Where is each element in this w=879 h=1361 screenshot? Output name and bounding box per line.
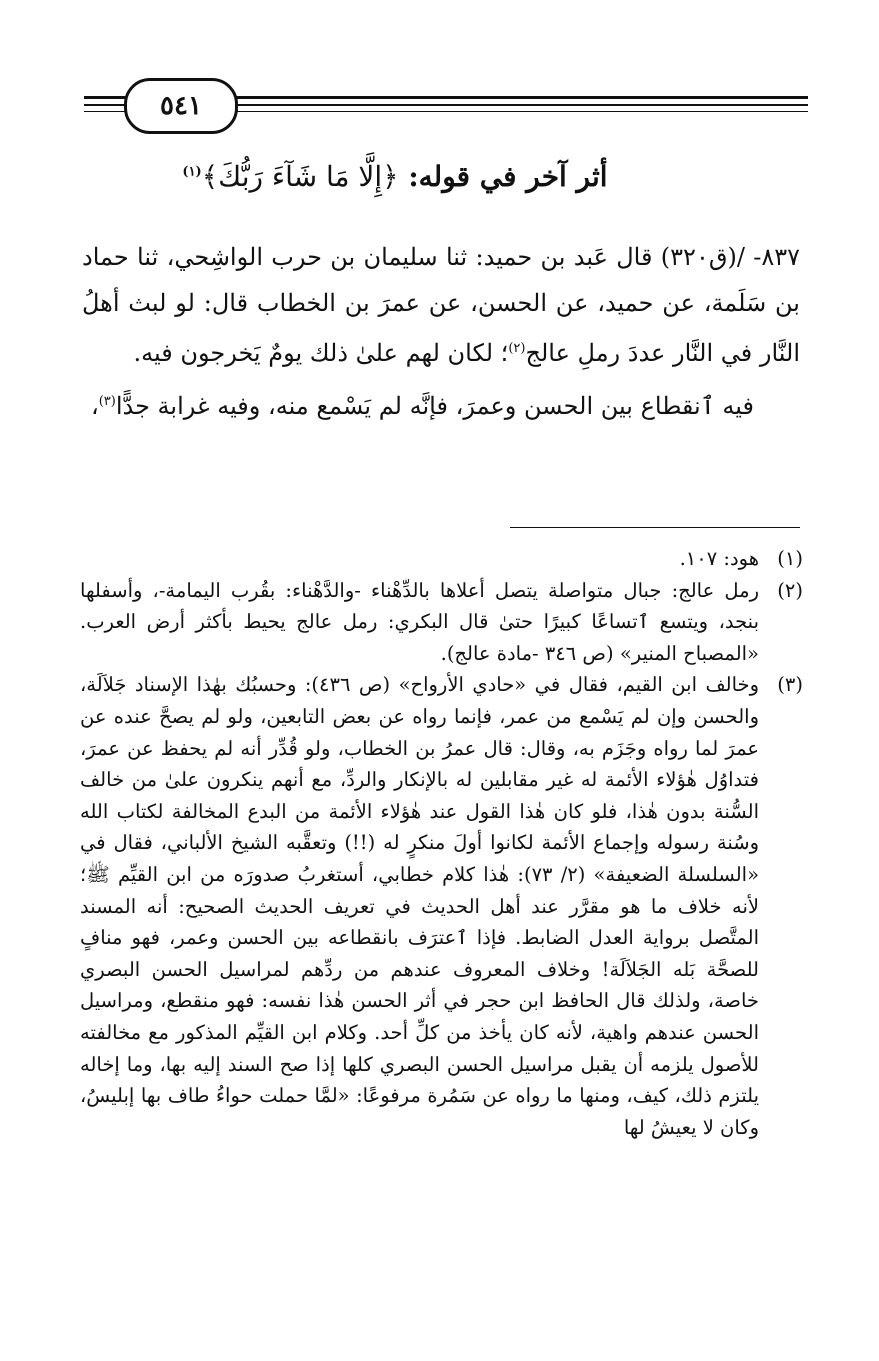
- footnote-number: (٣): [777, 673, 803, 697]
- comment-paragraph: [82, 379, 800, 430]
- page-number-medallion: [124, 78, 238, 134]
- footnotes: [80, 543, 803, 1143]
- comment-text: فيه ٱنقطاع بين الحسن وعمرَ، فإنَّه لم يَسْمع منه، وفيه غرابة جدًّا: [115, 391, 754, 420]
- page-header: [84, 78, 808, 130]
- footnote-ref: (٢): [508, 341, 526, 356]
- title-verse: ﴿إِلَّا مَا شَآءَ رَبُّكَ﴾: [201, 160, 399, 193]
- footnote-ref: (٣): [98, 393, 116, 409]
- footnote-number: (٢): [777, 578, 803, 602]
- footnote-text: رمل عالج: جبال متواصلة يتصل أعلاها بالدِّهْناء -والدَّهْناء: بقُرب اليمامة-، وأسفلها بنجد، ويتسع ٱتساعًا كبيرًا حتىٰ قال البكري: رمل عالج يحيط بأكثر أرض العرب. «المصباح المنير» (ص ٣٤٦ -مادة عالج).: [80, 578, 759, 665]
- narration-paragraph: [82, 235, 800, 377]
- footnote-text: هود: ١٠٧.: [679, 547, 759, 570]
- footnote-number: (١): [777, 547, 803, 570]
- title-heading: أثر آخر في قوله:: [408, 160, 608, 193]
- title-footnote-ref: (١): [182, 164, 202, 180]
- comment-text-end: ،: [90, 391, 99, 420]
- footnote-text: وخالف ابن القيم، فقال في «حادي الأرواح» (ص ٤٣٦): وحسبُك بهٰذا الإسناد جَلاَلَة، والحسن وإن لم يَسْمع من عمر، فإنما رواه عن بعض التابعين، ولو لم يصحَّ عنده عن عمرَ لما رواه وجَزَم به، وقال: قال عمرُ بن الخطاب، ولو قُدِّر أنه لم يحفظ عن عمرَ، فتداوُل هٰؤلاء الأئمة له غير مقابلين له بالإنكار والردِّ، مع أنهم ينكرون علىٰ من خالف السُّنة بدون هٰذا، فلو كان هٰذا القول عند هٰؤلاء الأئمة من البدع المخالفة لكتاب الله وسُنة رسوله وإجماع الأئمة لكانوا أولَ منكرٍ له (!!) وتعقَّبه الشيخ الألباني، فقال في «السلسلة الضعيفة» (٢/ ٧٣): هٰذا كلام خطابي، أستغربُ صدورَه من ابن القيِّم ﷺ؛ لأنه خلاف ما هو مقرَّر عند أهل الحديث في تعريف الحديث الصحيح: أنه المسند المتَّصل برواية العدل الضابط. فإذا ٱعترَف بانقطاعه بين الحسن وعمر، فهو منافٍ للصحَّة بَله الجَلاَلَة! وخلاف المعروف عندهم من ردِّهم لمراسيل الحسن البصري خاصة، ولذلك قال الحافظ ابن حجر في أثر الحسن هٰذا نفسه: فهو منقطع، ومراسيل الحسن عندهم واهية، لأنه كان يأخذ من كلِّ أحد. وكلام ابن القيِّم المذكور مع مخالفته للأصول يلزمه أن يقبل مراسيل الحسن البصري كلها إذا صح السند إليه بها، وما إخاله يلتزم ذلك، كيف، ومنها ما رواه عن سَمُرة مرفوعًا: «لمَّا حملت حواءُ طاف بها إبليسُ، وكان لا يعيشُ لها: [80, 673, 759, 1139]
- footnote: [80, 543, 803, 575]
- page-number: ٥٤١: [160, 91, 202, 121]
- main-text: [82, 235, 800, 429]
- footnote: [80, 669, 803, 1143]
- section-title: [120, 160, 670, 193]
- narration-text: ٨٣٧- /(ق٣٢٠) قال عَبد بن حميد: ثنا سليمان بن حرب الواشِحي، ثنا حماد بن سَلَمة، عن حميد، عن الحسن، عن عمرَ بن الخطاب قال: لو لبث أهلُ النَّار في النَّار عددَ رملِ عالج: [82, 243, 800, 367]
- footnote: [80, 575, 803, 670]
- narration-text-end: ؛ لكان لهم علىٰ ذلك يومٌ يَخرجون فيه.: [133, 339, 509, 367]
- footnote-separator: [510, 527, 800, 528]
